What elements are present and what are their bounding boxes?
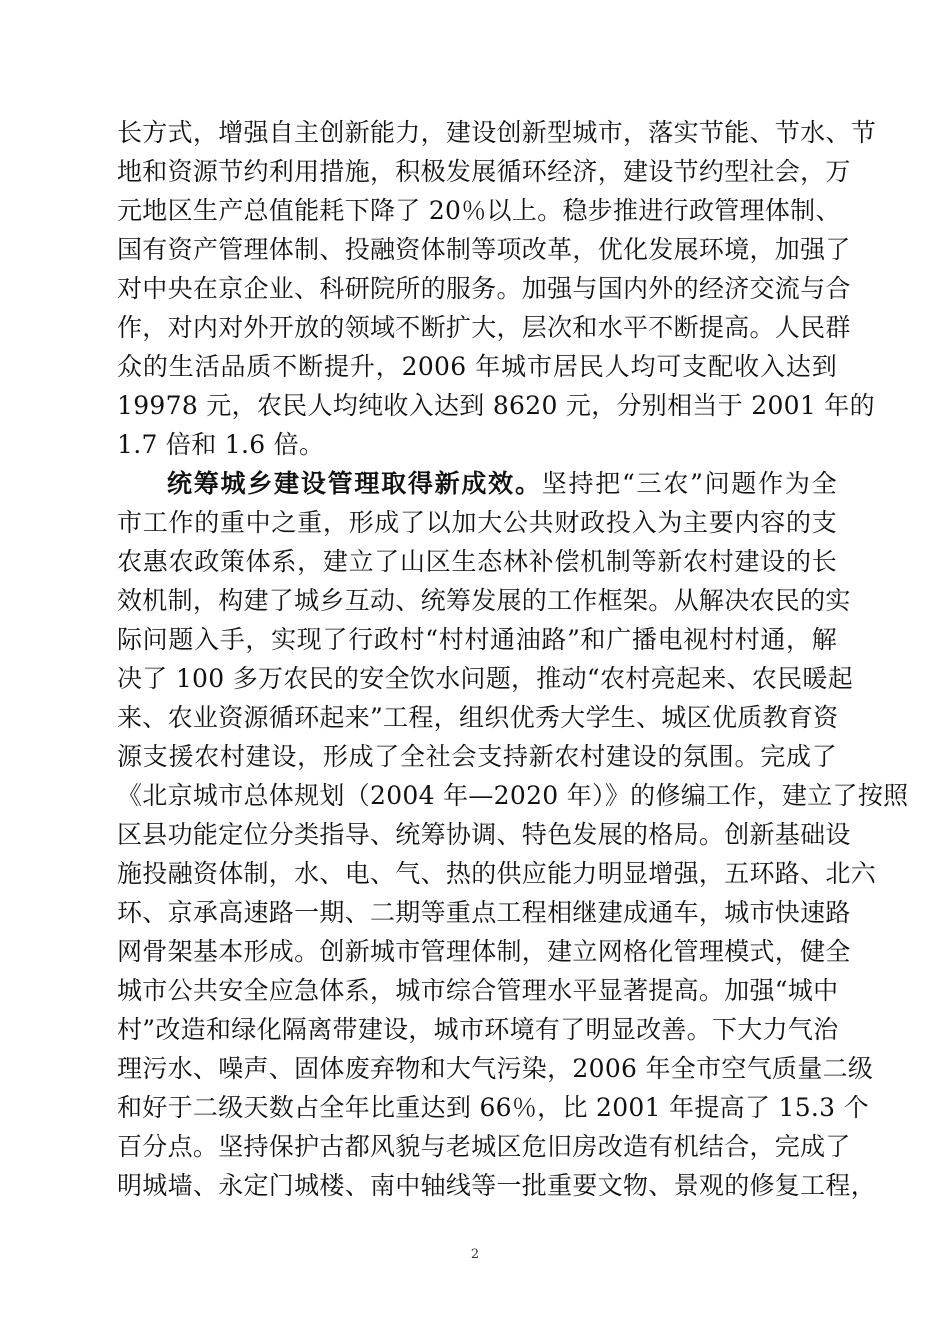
text-line: 决了 100 多万农民的安全饮水问题，推动“农村亮起来、农民暖起 [117,664,853,693]
text-line: 效机制，构建了城乡互动、统筹发展的工作框架。从解决农民的实 [117,586,851,615]
text-line: 1.7 倍和 1.6 倍。 [117,430,325,459]
text-line: 和好于二级天数占全年比重达到 66％，比 2001 年提高了 15.3 个 [117,1093,869,1122]
text-line: 网骨架基本形成。创新城市管理体制，建立网格化管理模式，健全 [117,937,851,966]
paragraph-first-line [117,464,837,503]
text-line: 《北京城市总体规划（2004 年—2020 年）》的修编工作，建立了按照 [117,781,909,810]
text-line: 明城墙、永定门城楼、南中轴线等一批重要文物、景观的修复工程， [117,1171,877,1200]
text-line: 国有资产管理体制、投融资体制等项改革，优化发展环境，加强了 [117,235,851,264]
text-line: 作，对内对外开放的领域不断扩大，层次和水平不断提高。人民群 [117,313,851,342]
text-line: 元地区生产总值能耗下降了 20％以上。稳步推进行政管理体制、 [117,196,841,225]
text-line: 村”改造和绿化隔离带建设，城市环境有了明显改善。下大力气治 [117,1015,839,1044]
text-line: 区县功能定位分类指导、统筹协调、特色发展的格局。创新基础设 [117,820,851,849]
text-line: 对中央在京企业、科研院所的服务。加强与国内外的经济交流与合 [117,274,851,303]
text-line: 众的生活品质不断提升，2006 年城市居民人均可支配收入达到 [117,352,837,381]
paragraph-heading: 统筹城乡建设管理取得新成效。 [167,469,542,498]
text-line: 来、农业资源循环起来”工程，组织优秀大学生、城区优质教育资 [117,703,839,732]
text-line: 源支援农村建设，形成了全社会支持新农村建设的氛围。完成了 [117,742,837,771]
text-line: 农惠农政策体系，建立了山区生态林补偿机制等新农村建设的长 [117,547,837,576]
body-text [117,113,909,1205]
text-line: 地和资源节约利用措施，积极发展循环经济，建设节约型社会，万 [117,157,851,186]
text-line: 百分点。坚持保护古都风貌与老城区危旧房改造有机结合，完成了 [117,1132,851,1161]
text-line: 城市公共安全应急体系，城市综合管理水平显著提高。加强“城中 [117,976,839,1005]
text-line: 施投融资体制，水、电、气、热的供应能力明显增强，五环路、北六 [117,859,877,888]
text-line: 理污水、噪声、固体废弃物和大气污染，2006 年全市空气质量二级 [117,1054,874,1083]
text-line: 19978 元，农民人均纯收入达到 8620 元，分别相当于 2001 年的 [117,391,875,420]
text-line: 长方式，增强自主创新能力，建设创新型城市，落实节能、节水、节 [117,118,877,147]
text-line: 环、京承高速路一期、二期等重点工程相继建成通车，城市快速路 [117,898,851,927]
page-number: 2 [470,1247,480,1262]
text-line: 际问题入手，实现了行政村“村村通油路”和广播电视村村通，解 [117,625,837,654]
text-line: 市工作的重中之重，形成了以加大公共财政投入为主要内容的支 [117,508,837,537]
paragraph-lead-text: 坚持把“三农”问题作为全 [541,469,837,498]
